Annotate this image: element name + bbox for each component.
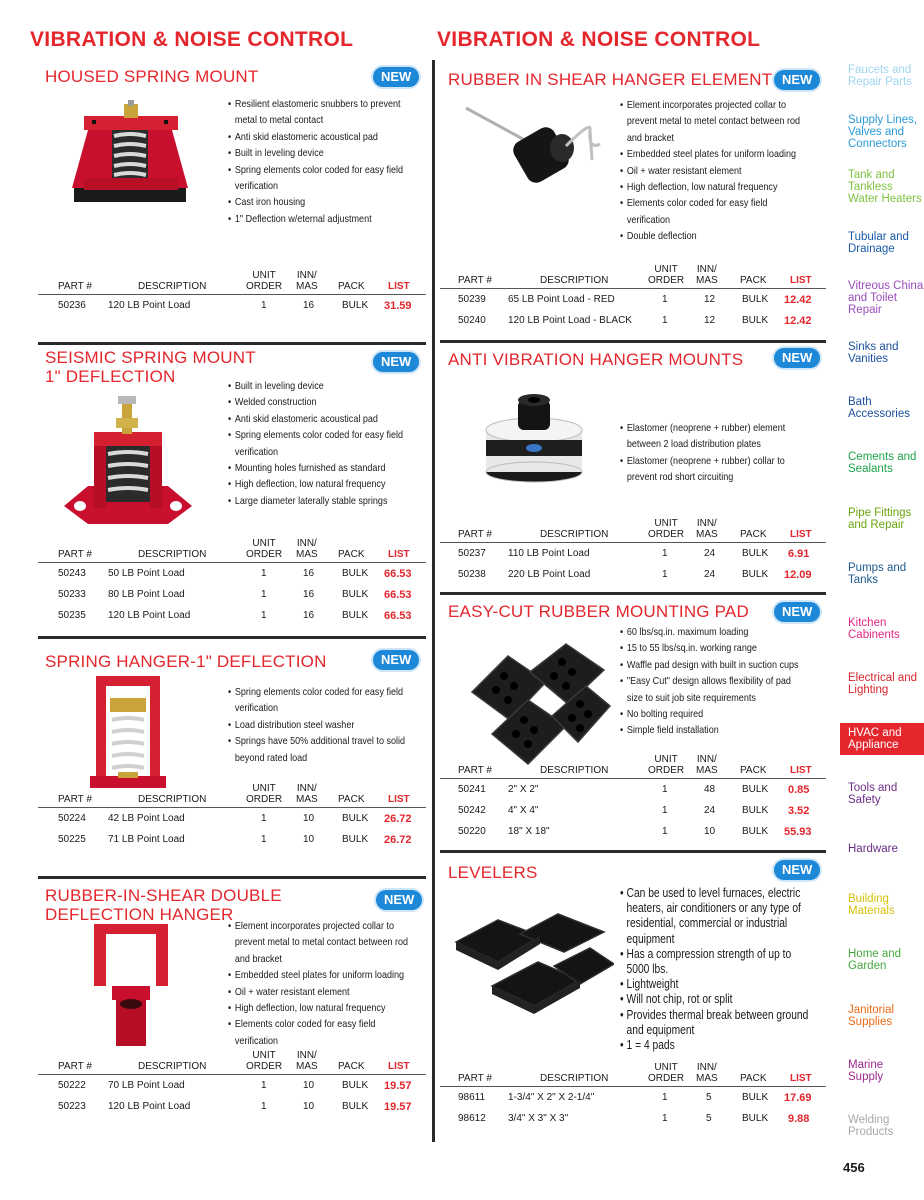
col-part: PART #: [58, 281, 92, 292]
item-description: 2" X 2": [508, 784, 539, 795]
unit-order: 1: [261, 589, 267, 600]
col-inn-mas: INN/ MAS: [696, 1062, 718, 1084]
section-seismic-spring-mount: [38, 342, 426, 632]
col-inn-mas: INN/ MAS: [296, 538, 318, 560]
feature-item: • Mounting holes furnished as standard: [228, 460, 417, 476]
part-number: 50220: [458, 826, 486, 837]
list-price: 66.53: [384, 568, 412, 580]
feature-item: • Spring elements color coded for easy field verification: [228, 684, 417, 717]
list-price: 55.93: [784, 826, 812, 838]
sidebar-item-home-garden[interactable]: Home and Garden: [848, 948, 902, 972]
part-number: 50243: [58, 568, 86, 579]
new-badge: NEW: [774, 348, 820, 368]
section-title: RUBBER IN SHEAR HANGER ELEMENT: [448, 70, 773, 89]
col-unit-order: UNIT ORDER: [648, 1062, 685, 1084]
sidebar-item-tubular-drainage[interactable]: Tubular and Drainage: [848, 231, 909, 255]
pack: BULK: [742, 805, 769, 816]
new-badge: NEW: [774, 860, 820, 880]
col-unit-order: UNIT ORDER: [648, 264, 685, 286]
new-badge: NEW: [774, 602, 820, 622]
col-pack: PACK: [740, 1073, 767, 1084]
inn-mas: 16: [303, 300, 315, 311]
table-row: [440, 310, 826, 331]
unit-order: 1: [662, 569, 668, 580]
section-title: EASY-CUT RUBBER MOUNTING PAD: [448, 602, 749, 621]
housed-spring-mount-image: [66, 100, 196, 212]
sidebar-item-hardware[interactable]: Hardware: [848, 843, 898, 855]
col-part: PART #: [458, 765, 492, 776]
feature-item: • Built in leveling device: [228, 378, 417, 394]
rubber-hanger-element-image: [462, 100, 612, 200]
price-table: [440, 1060, 826, 1129]
part-number: 50238: [458, 569, 486, 580]
col-list: LIST: [388, 549, 410, 560]
sidebar-item-welding[interactable]: Welding Products: [848, 1114, 894, 1138]
item-description: 4" X 4": [508, 805, 539, 816]
inn-mas: 24: [704, 548, 716, 559]
inn-mas: 10: [704, 826, 716, 837]
item-description: 70 LB Point Load: [108, 1080, 185, 1091]
feature-list: [228, 378, 417, 509]
feature-item: • Can be used to level furnaces, electric heaters, air conditioners or any type of residential, commercial or industrial equipment: [620, 886, 817, 947]
feature-item: • Waffle pad design with built in suction cups: [620, 657, 809, 673]
sidebar-item-electrical-lighting[interactable]: Electrical and Lighting: [848, 672, 918, 696]
item-description: 1-3/4" X 2" X 2-1/4": [508, 1092, 595, 1103]
table-row: [440, 821, 826, 842]
table-row: [38, 563, 426, 584]
item-description: 65 LB Point Load - RED: [508, 294, 615, 305]
sidebar-item-kitchen-cabinets[interactable]: Kitchen Cabinents: [848, 617, 900, 641]
sidebar-item-bath-accessories[interactable]: Bath Accessories: [848, 396, 910, 420]
table-header: [38, 1048, 426, 1074]
feature-item: • High deflection, low natural frequency: [228, 1000, 417, 1016]
new-badge: NEW: [376, 890, 422, 910]
feature-item: • "Easy Cut" design allows flexibility of pad size to suit job site requirements: [620, 673, 809, 706]
feature-item: • Elastomer (neoprene + rubber) collar to prevent rod short circuiting: [620, 453, 809, 486]
feature-item: • Cast iron housing: [228, 194, 417, 210]
section-rule: [440, 592, 826, 595]
column-divider: [432, 60, 435, 1142]
feature-item: • 1" Deflection w/eternal adjustment: [228, 211, 417, 227]
item-description: 110 LB Point Load: [508, 548, 590, 559]
inn-mas: 10: [303, 834, 315, 845]
col-list: LIST: [790, 765, 812, 776]
col-inn-mas: INN/ MAS: [696, 518, 718, 540]
col-inn-mas: INN/ MAS: [296, 270, 318, 292]
pack: BULK: [342, 589, 369, 600]
table-row: [38, 1075, 426, 1096]
pack: BULK: [342, 1101, 369, 1112]
sidebar-item-vitreous-china[interactable]: Vitreous China and Toilet Repair: [848, 280, 924, 316]
table-header: [38, 268, 426, 294]
pack: BULK: [342, 568, 369, 579]
col-part: PART #: [58, 549, 92, 560]
pack: BULK: [742, 784, 769, 795]
inn-mas: 16: [303, 568, 315, 579]
col-pack: PACK: [338, 281, 365, 292]
col-pack: PACK: [338, 794, 365, 805]
rubber-double-hanger-image: [84, 924, 176, 1049]
feature-item: • Spring elements color coded for easy field verification: [228, 427, 417, 460]
feature-item: • Oil + water resistant element: [620, 163, 809, 179]
inn-mas: 10: [303, 1080, 315, 1091]
col-description: DESCRIPTION: [540, 275, 609, 286]
section-title: SEISMIC SPRING MOUNT 1" DEFLECTION: [45, 348, 256, 386]
feature-item: • Anti skid elastomeric acoustical pad: [228, 411, 417, 427]
list-price: 6.91: [788, 548, 810, 560]
unit-order: 1: [662, 1113, 668, 1124]
feature-list: [620, 886, 817, 1053]
item-description: 71 LB Point Load: [108, 834, 185, 845]
table-row: [38, 808, 426, 829]
section-title: HOUSED SPRING MOUNT: [45, 67, 259, 86]
feature-list: [228, 684, 417, 766]
col-inn-mas: INN/ MAS: [296, 783, 318, 805]
feature-item: • Elastomer (neoprene + rubber) element between 2 load distribution plates: [620, 420, 809, 453]
col-part: PART #: [58, 1061, 92, 1072]
col-description: DESCRIPTION: [138, 281, 207, 292]
sidebar-item-building-materials[interactable]: Building Materials: [848, 893, 895, 917]
unit-order: 1: [261, 300, 267, 311]
inn-mas: 12: [704, 315, 716, 326]
pack: BULK: [342, 813, 369, 824]
new-badge: NEW: [373, 67, 419, 87]
list-price: 12.42: [784, 315, 812, 327]
inn-mas: 10: [303, 1101, 315, 1112]
inn-mas: 5: [706, 1113, 712, 1124]
inn-mas: 48: [704, 784, 716, 795]
feature-item: • No bolting required: [620, 706, 809, 722]
list-price: 19.57: [384, 1101, 412, 1113]
price-table: [38, 536, 426, 626]
page-header-right: VIBRATION & NOISE CONTROL: [437, 28, 761, 51]
sidebar-item-pumps-tanks[interactable]: Pumps and Tanks: [848, 562, 907, 586]
part-number: 50223: [58, 1101, 86, 1112]
inn-mas: 12: [704, 294, 716, 305]
part-number: 50224: [58, 813, 86, 824]
col-description: DESCRIPTION: [138, 1061, 207, 1072]
price-table: [440, 752, 826, 842]
table-row: [440, 564, 826, 585]
feature-item: • Elements color coded for easy field verification: [228, 1016, 417, 1049]
feature-item: • Springs have 50% additional travel to solid beyond rated load: [228, 733, 417, 766]
table-header: [440, 262, 826, 288]
table-row: [38, 605, 426, 626]
sidebar-item-faucets[interactable]: Faucets and Repair Parts: [848, 64, 912, 88]
pack: BULK: [342, 834, 369, 845]
feature-list: [228, 918, 417, 1049]
feature-item: • Element incorporates projected collar to prevent metal to metel contact between rod and bracket: [620, 97, 809, 146]
item-description: 120 LB Point Load: [108, 1101, 191, 1112]
feature-item: • Provides thermal break between ground and equipment: [620, 1008, 817, 1038]
unit-order: 1: [662, 805, 668, 816]
anti-vibration-mount-image: [482, 386, 586, 486]
item-description: 120 LB Point Load: [108, 300, 191, 311]
unit-order: 1: [261, 610, 267, 621]
col-list: LIST: [790, 1073, 812, 1084]
section-rule: [38, 342, 426, 345]
col-inn-mas: INN/ MAS: [296, 1050, 318, 1072]
unit-order: 1: [662, 784, 668, 795]
section-levelers: [440, 850, 826, 1140]
feature-item: • 15 to 55 lbs/sq.in. working range: [620, 640, 809, 656]
feature-item: • 1 = 4 pads: [620, 1038, 817, 1053]
list-price: 66.53: [384, 610, 412, 622]
feature-item: • Lightweight: [620, 977, 817, 992]
feature-item: • Embedded steel plates for uniform loading: [620, 146, 809, 162]
part-number: 50233: [58, 589, 86, 600]
inn-mas: 16: [303, 610, 315, 621]
table-header: [440, 752, 826, 778]
col-pack: PACK: [338, 549, 365, 560]
part-number: 50237: [458, 548, 486, 559]
col-description: DESCRIPTION: [138, 549, 207, 560]
pack: BULK: [742, 548, 769, 559]
new-badge: NEW: [373, 650, 419, 670]
pack: BULK: [742, 315, 769, 326]
pack: BULK: [342, 1080, 369, 1091]
col-description: DESCRIPTION: [540, 529, 609, 540]
part-number: 50242: [458, 805, 486, 816]
part-number: 50241: [458, 784, 486, 795]
table-header: [440, 516, 826, 542]
feature-item: • Embedded steel plates for uniform loading: [228, 967, 417, 983]
unit-order: 1: [261, 813, 267, 824]
item-description: 42 LB Point Load: [108, 813, 185, 824]
feature-item: • Elements color coded for easy field verification: [620, 195, 809, 228]
unit-order: 1: [662, 1092, 668, 1103]
pack: BULK: [742, 1092, 769, 1103]
table-row: [440, 1108, 826, 1129]
list-price: 9.88: [788, 1113, 810, 1125]
seismic-spring-mount-image: [58, 396, 198, 536]
new-badge: NEW: [774, 70, 820, 90]
table-row: [440, 289, 826, 310]
col-description: DESCRIPTION: [540, 765, 609, 776]
list-price: 26.72: [384, 834, 412, 846]
price-table: [38, 1048, 426, 1117]
pack: BULK: [742, 294, 769, 305]
col-unit-order: UNIT ORDER: [648, 754, 685, 776]
col-unit-order: UNIT ORDER: [246, 783, 283, 805]
pack: BULK: [742, 1113, 769, 1124]
sidebar-item-hvac-appliance[interactable]: HVAC and Appliance: [840, 723, 924, 755]
section-rubber-hanger-element: [440, 60, 826, 336]
section-rubber-double-deflection: [38, 876, 426, 1126]
table-row: [38, 1096, 426, 1117]
feature-item: • Load distribution steel washer: [228, 717, 417, 733]
feature-item: • Welded construction: [228, 394, 417, 410]
feature-item: • Simple field installation: [620, 722, 809, 738]
unit-order: 1: [662, 548, 668, 559]
sidebar-item-pipe-fittings[interactable]: Pipe Fittings and Repair: [848, 507, 912, 531]
col-list: LIST: [388, 794, 410, 805]
price-table: [38, 781, 426, 850]
item-description: 220 LB Point Load: [508, 569, 591, 580]
col-list: LIST: [790, 275, 812, 286]
inn-mas: 24: [704, 569, 716, 580]
table-header: [440, 1060, 826, 1086]
table-header: [38, 536, 426, 562]
table-row: [440, 779, 826, 800]
list-price: 3.52: [788, 805, 810, 817]
col-inn-mas: INN/ MAS: [696, 754, 718, 776]
feature-item: • Has a compression strength of up to 5000 lbs.: [620, 947, 817, 977]
sidebar-item-tools-safety[interactable]: Tools and Safety: [848, 782, 898, 806]
part-number: 50222: [58, 1080, 86, 1091]
unit-order: 1: [261, 568, 267, 579]
item-description: 18" X 18": [508, 826, 550, 837]
col-unit-order: UNIT ORDER: [246, 270, 283, 292]
feature-item: • Spring elements color coded for easy field verification: [228, 162, 417, 195]
pack: BULK: [342, 300, 369, 311]
section-title: RUBBER-IN-SHEAR DOUBLE DEFLECTION HANGER: [45, 886, 282, 924]
item-description: 3/4" X 3" X 3": [508, 1113, 569, 1124]
table-row: [38, 295, 426, 316]
list-price: 0.85: [788, 784, 810, 796]
list-price: 66.53: [384, 589, 412, 601]
feature-item: • Oil + water resistant element: [228, 984, 417, 1000]
part-number: 98612: [458, 1113, 486, 1124]
col-list: LIST: [388, 281, 410, 292]
col-description: DESCRIPTION: [540, 1073, 609, 1084]
col-pack: PACK: [740, 765, 767, 776]
item-description: 120 LB Point Load - BLACK: [508, 315, 632, 326]
feature-item: • High deflection, low natural frequency: [228, 476, 417, 492]
feature-item: • Large diameter laterally stable springs: [228, 493, 417, 509]
col-part: PART #: [458, 275, 492, 286]
new-badge: NEW: [373, 352, 419, 372]
sidebar-item-water-heaters[interactable]: Tank and Tankless Water Heaters: [848, 169, 922, 205]
col-pack: PACK: [740, 529, 767, 540]
col-pack: PACK: [338, 1061, 365, 1072]
section-rule: [38, 636, 426, 639]
table-row: [440, 800, 826, 821]
col-list: LIST: [388, 1061, 410, 1072]
pack: BULK: [742, 569, 769, 580]
inn-mas: 10: [303, 813, 315, 824]
list-price: 31.59: [384, 300, 412, 312]
section-rule: [440, 850, 826, 853]
col-part: PART #: [458, 529, 492, 540]
price-table: [38, 268, 426, 316]
sidebar-item-cements-sealants[interactable]: Cements and Sealants: [848, 451, 917, 475]
list-price: 12.09: [784, 569, 812, 581]
unit-order: 1: [261, 834, 267, 845]
inn-mas: 5: [706, 1092, 712, 1103]
item-description: 50 LB Point Load: [108, 568, 185, 579]
unit-order: 1: [662, 315, 668, 326]
section-anti-vibration: [440, 340, 826, 590]
section-housed-spring-mount: [38, 60, 426, 335]
section-title: LEVELERS: [448, 863, 538, 882]
sidebar-item-marine-supply[interactable]: Marine Supply: [848, 1059, 884, 1083]
list-price: 19.57: [384, 1080, 412, 1092]
feature-item: • High deflection, low natural frequency: [620, 179, 809, 195]
section-rule: [440, 340, 826, 343]
feature-item: • Will not chip, rot or split: [620, 992, 817, 1007]
pack: BULK: [742, 826, 769, 837]
feature-item: • Built in leveling device: [228, 145, 417, 161]
section-spring-hanger: [38, 636, 426, 862]
table-row: [38, 584, 426, 605]
feature-item: • 60 lbs/sq.in. maximum loading: [620, 624, 809, 640]
col-description: DESCRIPTION: [138, 794, 207, 805]
col-inn-mas: INN/ MAS: [696, 264, 718, 286]
page-header-left: VIBRATION & NOISE CONTROL: [30, 28, 354, 51]
inn-mas: 16: [303, 589, 315, 600]
feature-item: • Resilient elastomeric snubbers to prevent metal to metal contact: [228, 96, 417, 129]
table-row: [440, 543, 826, 564]
col-unit-order: UNIT ORDER: [648, 518, 685, 540]
section-rule: [38, 876, 426, 879]
feature-list: [620, 97, 809, 245]
part-number: 50225: [58, 834, 86, 845]
feature-item: • Anti skid elastomeric acoustical pad: [228, 129, 417, 145]
section-title: ANTI VIBRATION HANGER MOUNTS: [448, 350, 744, 369]
price-table: [440, 262, 826, 331]
sidebar-item-supply-lines[interactable]: Supply Lines, Valves and Connectors: [848, 114, 918, 150]
sidebar-item-janitorial[interactable]: Janitorial Supplies: [848, 1004, 895, 1028]
unit-order: 1: [662, 826, 668, 837]
list-price: 17.69: [784, 1092, 812, 1104]
spring-hanger-image: [80, 676, 176, 794]
feature-list: [620, 624, 809, 739]
section-title: SPRING HANGER-1" DEFLECTION: [45, 652, 327, 671]
item-description: 80 LB Point Load: [108, 589, 185, 600]
part-number: 98611: [458, 1092, 486, 1103]
col-part: PART #: [458, 1073, 492, 1084]
page-number: 456: [843, 1160, 865, 1175]
col-pack: PACK: [740, 275, 767, 286]
unit-order: 1: [261, 1080, 267, 1091]
table-header: [38, 781, 426, 807]
unit-order: 1: [662, 294, 668, 305]
col-part: PART #: [58, 794, 92, 805]
unit-order: 1: [261, 1101, 267, 1112]
pack: BULK: [342, 610, 369, 621]
col-unit-order: UNIT ORDER: [246, 1050, 283, 1072]
part-number: 50236: [58, 300, 86, 311]
price-table: [440, 516, 826, 585]
part-number: 50240: [458, 315, 486, 326]
table-row: [440, 1087, 826, 1108]
list-price: 26.72: [384, 813, 412, 825]
feature-list: [620, 420, 809, 486]
levelers-image: [454, 906, 614, 1026]
part-number: 50239: [458, 294, 486, 305]
item-description: 120 LB Point Load: [108, 610, 191, 621]
inn-mas: 24: [704, 805, 716, 816]
col-list: LIST: [790, 529, 812, 540]
table-row: [38, 829, 426, 850]
col-unit-order: UNIT ORDER: [246, 538, 283, 560]
sidebar-item-sinks-vanities[interactable]: Sinks and Vanities: [848, 341, 899, 365]
list-price: 12.42: [784, 294, 812, 306]
section-rubber-mounting-pad: [440, 592, 826, 844]
feature-item: • Double deflection: [620, 228, 809, 244]
feature-list: [228, 96, 417, 227]
part-number: 50235: [58, 610, 86, 621]
feature-item: • Element incorporates projected collar to prevent metal to metal contact between rod and bracket: [228, 918, 417, 967]
